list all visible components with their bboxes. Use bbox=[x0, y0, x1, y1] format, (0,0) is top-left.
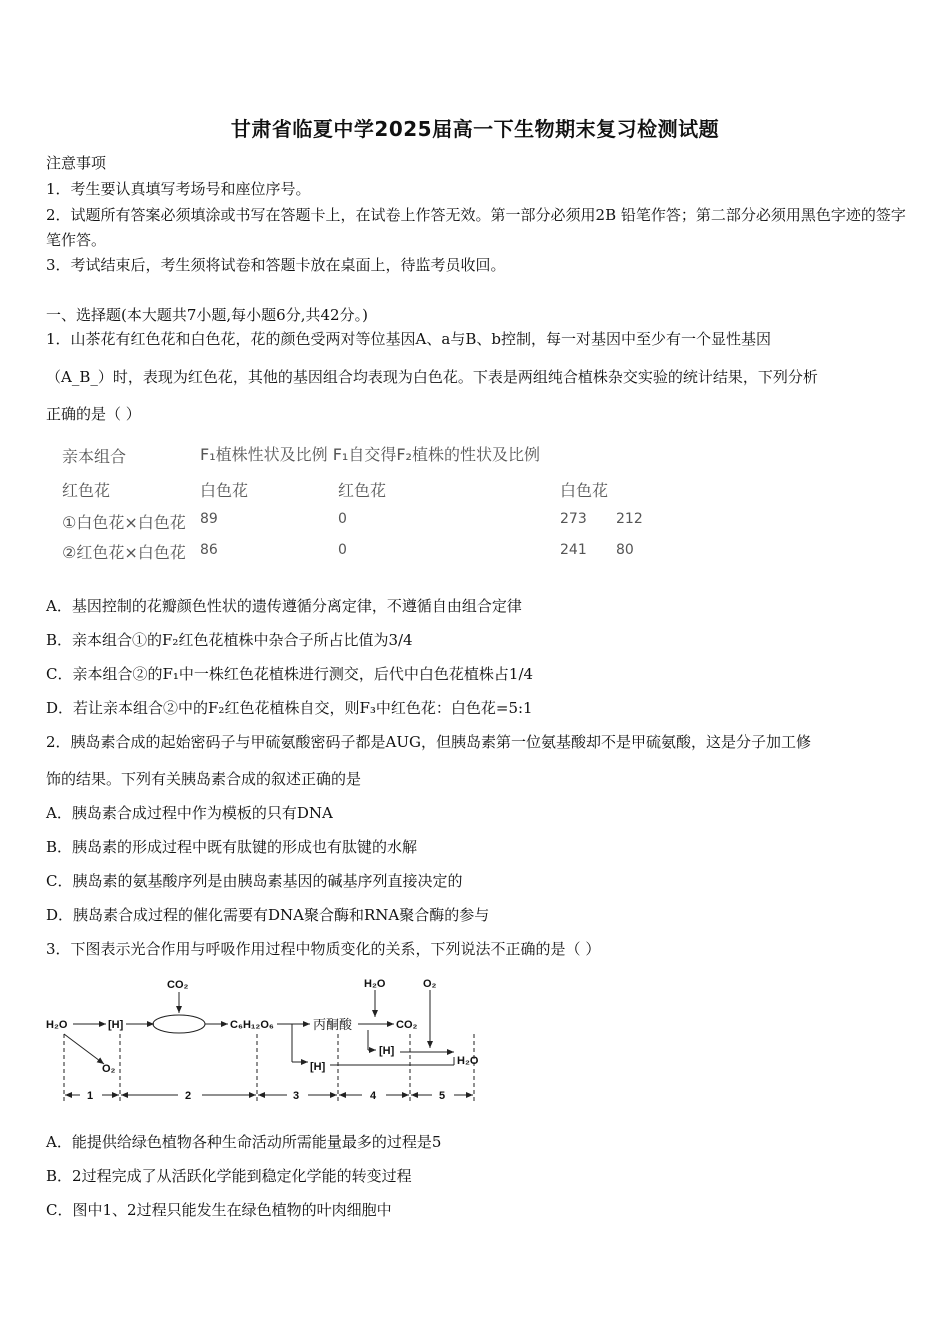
table-row-1-combo: ①白色花×白色花 bbox=[62, 513, 186, 532]
diagram-h-1: [H] bbox=[108, 1019, 124, 1031]
metabolism-diagram bbox=[40, 972, 500, 1112]
q2-option-a[interactable]: A．胰岛素合成过程中作为模板的只有DNA bbox=[46, 804, 333, 822]
table-row-2-f2-white: 80 bbox=[616, 542, 634, 558]
q2-option-c[interactable]: C．胰岛素的氨基酸序列是由胰岛素基因的碱基序列直接决定的 bbox=[46, 872, 463, 890]
q3-option-a[interactable]: A．能提供给绿色植物各种生命活动所需能量最多的过程是5 bbox=[46, 1133, 442, 1151]
table-row-1-f2-white: 212 bbox=[616, 511, 643, 527]
diagram-stage-5: 5 bbox=[439, 1090, 446, 1102]
table-row-2-f2-red: 241 bbox=[560, 542, 587, 558]
diagram-stage-4: 4 bbox=[370, 1090, 377, 1102]
q2-option-d[interactable]: D．胰岛素合成过程的催化需要有DNA聚合酶和RNA聚合酶的参与 bbox=[46, 906, 490, 924]
notice-heading: 注意事项 bbox=[46, 154, 107, 172]
table-row-1-f2-red: 273 bbox=[560, 511, 587, 527]
q2-stem-line2: 饰的结果。下列有关胰岛素合成的叙述正确的是 bbox=[46, 770, 362, 788]
table-header-white: 白色花 bbox=[200, 481, 249, 500]
table-header-red: 红色花 bbox=[62, 481, 111, 500]
q1-option-d[interactable]: D．若让亲本组合②中的F₂红色花植株自交，则F₃中红色花：白色花=5:1 bbox=[46, 699, 533, 717]
diagram-h-2: [H] bbox=[379, 1045, 395, 1057]
table-row-2-combo: ②红色花×白色花 bbox=[62, 543, 186, 562]
table-row-2-f1-red: 86 bbox=[200, 542, 218, 558]
diagram-stage-2: 2 bbox=[185, 1090, 192, 1102]
diagram-glucose: C₆H₁₂O₆ bbox=[230, 1019, 274, 1031]
diagram-co2-right: CO₂ bbox=[396, 1019, 418, 1031]
q3-option-b[interactable]: B．2过程完成了从活跃化学能到稳定化学能的转变过程 bbox=[46, 1167, 412, 1185]
notice-item-3: 3．考试结束后，考生须将试卷和答题卡放在桌面上，待监考员收回。 bbox=[46, 256, 506, 274]
q1-stem-line1: 1．山茶花有红色花和白色花，花的颜色受两对等位基因A、a与B、b控制，每一对基因中至少有一个显性基因 bbox=[46, 330, 771, 348]
q2-option-b[interactable]: B．胰岛素的形成过程中既有肽键的形成也有肽键的水解 bbox=[46, 838, 418, 856]
diagram-stage-1: 1 bbox=[87, 1090, 94, 1102]
q1-option-a[interactable]: A．基因控制的花瓣颜色性状的遗传遵循分离定律，不遵循自由组合定律 bbox=[46, 597, 522, 615]
table-header-f1f2: F₁植株性状及比例 F₁自交得F₂植株的性状及比例 bbox=[200, 445, 540, 464]
q1-option-b[interactable]: B．亲本组合①的F₂红色花植株中杂合子所占比值为3/4 bbox=[46, 631, 413, 649]
q1-option-c[interactable]: C．亲本组合②的F₁中一株红色花植株进行测交，后代中白色花植株占1/4 bbox=[46, 665, 534, 683]
table-row-2-f1-white: 0 bbox=[338, 542, 347, 558]
notice-item-1: 1．考生要认真填写考场号和座位序号。 bbox=[46, 180, 311, 198]
q1-stem-line2: （A_B_）时，表现为红色花，其他的基因组合均表现为白色花。下表是两组纯合植株杂交实验的统计结果，下列分析 bbox=[46, 368, 818, 386]
table-header-f2-white: 白色花 bbox=[560, 481, 609, 500]
diagram-pyruvate: 丙酮酸 bbox=[313, 1017, 353, 1032]
q2-stem-line1: 2．胰岛素合成的起始密码子与甲硫氨酸密码子都是AUG，但胰岛素第一位氨基酸却不是甲硫氨酸，这是分子加工修 bbox=[46, 733, 812, 751]
section-heading: 一、选择题(本大题共7小题,每小题6分,共42分。) bbox=[46, 306, 368, 324]
table-header-combo: 亲本组合 bbox=[62, 447, 127, 466]
diagram-h2o-right: H₂O bbox=[457, 1055, 479, 1067]
diagram-co2-top: CO₂ bbox=[167, 979, 189, 991]
diagram-o2-left: O₂ bbox=[102, 1063, 116, 1075]
diagram-o2-top: O₂ bbox=[423, 978, 437, 990]
table-header-f2-red: 红色花 bbox=[338, 481, 387, 500]
page-title: 甘肃省临夏中学2025届高一下生物期末复习检测试题 bbox=[230, 117, 720, 141]
q3-option-c[interactable]: C．图中1、2过程只能发生在绿色植物的叶肉细胞中 bbox=[46, 1201, 392, 1219]
q3-stem: 3．下图表示光合作用与呼吸作用过程中物质变化的关系，下列说法不正确的是（ ） bbox=[46, 940, 601, 958]
diagram-h2o-top: H₂O bbox=[364, 978, 386, 990]
diagram-h-3: [H] bbox=[310, 1061, 326, 1073]
diagram-stage-3: 3 bbox=[293, 1090, 300, 1102]
notice-item-2: 2．试题所有答案必须填涂或书写在答题卡上，在试卷上作答无效。第一部分必须用2B 铅笔作答；第二部分必须用黑色字迹的签字笔作答。 bbox=[46, 206, 906, 249]
table-row-1-f1-white: 0 bbox=[338, 511, 347, 527]
table-row-1-f1-red: 89 bbox=[200, 511, 218, 527]
diagram-h2o-left: H₂O bbox=[46, 1019, 68, 1031]
q1-stem-line3: 正确的是（ ） bbox=[46, 405, 141, 423]
